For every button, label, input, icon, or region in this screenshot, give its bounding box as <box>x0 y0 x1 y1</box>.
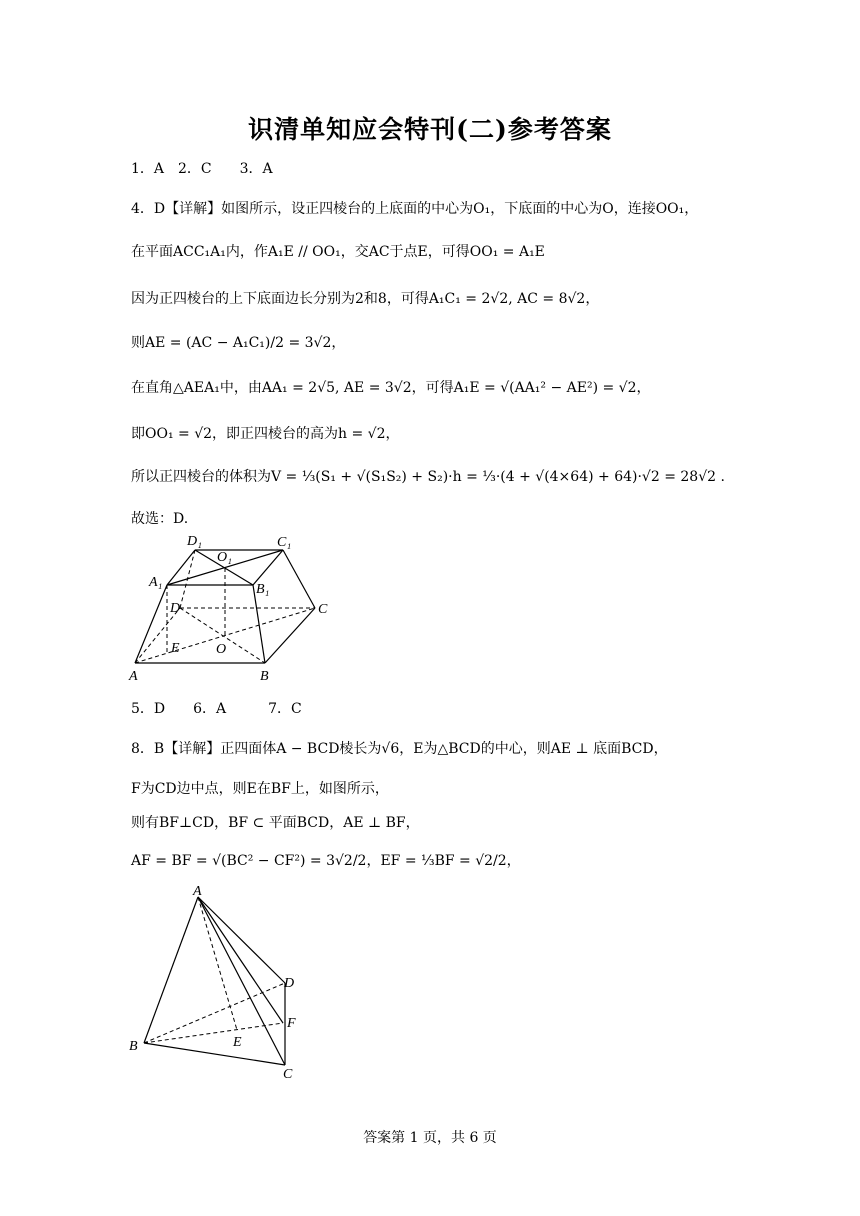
label-b1: B₁ <box>256 582 270 597</box>
answer-line-8: 所以正四棱台的体积为V = ⅓(S₁ + √(S₁S₂) + S₂)·h = ⅓·(4 + √(4×64) + 64)·√2 = 28√2 . <box>131 469 725 485</box>
edge-ab <box>144 897 198 1043</box>
page-footer: 答案第 1 页，共 6 页 <box>363 1130 497 1146</box>
answer-line-4: 因为正四棱台的上下底面边长分别为2和8，可得A₁C₁ = 2√2, AC = 8√2， <box>131 291 600 307</box>
segment-bf <box>144 1023 283 1043</box>
label-o1: O₁ <box>217 550 232 565</box>
answer-line-14: AF = BF = √(BC² − CF²) = 3√2/2，EF = ⅓BF = √2/2， <box>131 853 521 869</box>
label-b: B <box>260 669 269 684</box>
answer-line-11: 8．B【详解】正四面体A − BCD棱长为√6，E为△BCD的中心，则AE ⊥ 底面BCD， <box>131 741 668 757</box>
label-c: C <box>318 602 328 617</box>
edge-b1c1 <box>253 550 283 585</box>
answer-line-1: 1．A 2．C 3．A <box>131 161 273 177</box>
answer-line-6: 在直角△AEA₁中，由AA₁ = 2√5, AE = 3√2，可得A₁E = √(AA₁² − AE²) = √2， <box>131 380 651 396</box>
answer-line-3: 在平面ACC₁A₁内，作A₁E // OO₁，交AC于点E，可得OO₁ = A₁E <box>131 244 545 260</box>
answer-line-2: 4．D【详解】如图所示，设正四棱台的上底面的中心为O₁，下底面的中心为O，连接OO₁， <box>131 201 699 217</box>
label-d: D <box>170 601 181 616</box>
answer-line-13: 则有BF⊥CD，BF ⊂ 平面BCD，AE ⊥ BF， <box>131 815 420 831</box>
edge-bc <box>144 1043 285 1065</box>
edge-aa1 <box>135 585 167 663</box>
label-f: F <box>287 1016 296 1031</box>
label-e: E <box>171 641 180 656</box>
answer-line-9: 故选：D. <box>131 511 189 527</box>
answer-line-5: 则AE = (AC − A₁C₁)/2 = 3√2， <box>131 335 346 351</box>
tetrahedron-figure <box>125 880 325 1085</box>
edge-bd <box>144 983 285 1043</box>
label-c1: C₁ <box>277 535 292 550</box>
frustum-figure <box>125 530 345 690</box>
edge-bc <box>265 608 315 663</box>
label-a: A <box>193 884 202 899</box>
label-b: B <box>129 1039 138 1054</box>
page-title: 识清单知应会特刊(二)参考答案 <box>248 115 612 144</box>
label-c: C <box>283 1067 293 1082</box>
label-d1: D₁ <box>187 534 202 549</box>
label-a: A <box>129 669 138 684</box>
segment-af <box>198 897 283 1023</box>
label-a1: A₁ <box>149 575 163 590</box>
answer-line-7: 即OO₁ = √2，即正四棱台的高为h = √2， <box>131 426 400 442</box>
answer-line-12: F为CD边中点，则E在BF上，如图所示， <box>131 781 389 797</box>
label-e: E <box>233 1035 242 1050</box>
edge-cc1 <box>283 550 315 608</box>
label-d: D <box>284 976 295 991</box>
label-o: O <box>216 642 227 657</box>
answer-line-10: 5．D 6．A 7．C <box>131 701 302 717</box>
edge-a1d1 <box>167 550 195 585</box>
